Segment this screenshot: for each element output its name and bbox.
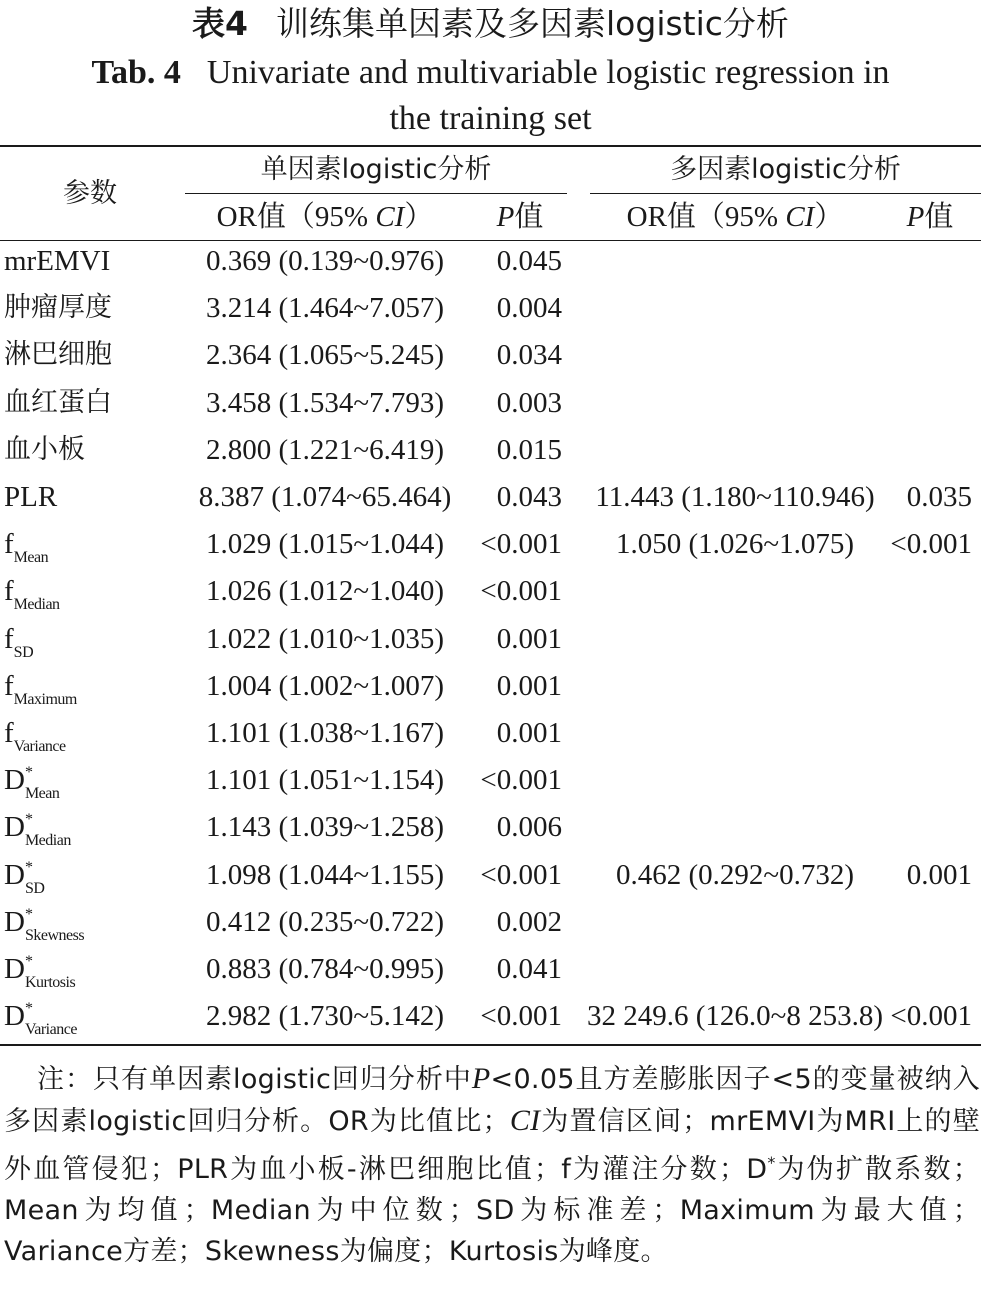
cell-uni-p: 0.041 [496,953,562,985]
header-multi-ci: CI [785,201,815,233]
row-label-base: PLR [4,481,58,513]
note-text-2: <0.05且方差膨胀因子<5的变量被纳入多因素logistic回归分析。OR为比值比； [4,1064,980,1137]
cell-uni-or: 0.883 (0.784~0.995) [205,953,444,985]
cell-uni-or: 8.387 (1.074~65.464) [198,481,452,513]
row-label [4,337,112,373]
note-star: * [767,1153,776,1172]
row-label [4,668,77,709]
row-label-base: mrEMVI [4,245,111,277]
note-text-3: 为置信区间；mrEMVI为MRI上的壁外血管侵犯；PLR为血小板-淋巴细胞比值；f为灌注分数；D [4,1106,980,1185]
header-uni-p [470,199,570,235]
header-uni-p-letter: P [496,201,515,233]
row-label-base: 肿瘤厚度 [4,292,112,324]
row-label [4,951,75,992]
cell-uni-p: 0.015 [496,433,562,466]
row-label-sup: * [24,953,33,970]
cell-uni-p: 0.043 [496,481,562,513]
header-uni-group: 单因素logistic分析 [260,154,492,185]
table-bottom-rule [0,1044,981,1046]
header-uni-or [190,199,460,235]
uni-group-rule [185,193,567,194]
row-label [4,479,57,515]
row-label [4,432,85,468]
cell-uni-p: 0.034 [496,339,562,372]
row-label-sub: Variance [24,1021,77,1039]
table-note [4,1058,980,1272]
cell-multi-p: <0.001 [890,1000,972,1033]
cell-uni-or: 1.026 (1.012~1.040) [205,575,444,608]
row-label [4,857,44,898]
header-uni-p-suffix: 值 [514,201,544,233]
row-label-sub: Kurtosis [24,974,76,991]
row-label-sub: Skewness [24,926,85,944]
cell-uni-p: <0.001 [480,764,562,797]
row-label [4,621,33,662]
cell-uni-p: 0.001 [496,717,562,749]
cell-uni-or: 1.101 (1.051~1.154) [205,764,444,797]
row-label [4,573,60,614]
cell-uni-or: 1.029 (1.015~1.044) [205,528,444,561]
row-label-base: 淋巴细胞 [4,339,112,371]
row-label-sub: Mean [13,549,49,567]
caption-cn-label: 表4 [192,4,249,43]
caption-en-title-line1: Univariate and multivariable logistic regression in [206,54,890,91]
cell-uni-p: 0.001 [496,622,562,655]
cell-uni-or: 0.369 (0.139~0.976) [205,245,444,277]
header-param: 参数 [63,178,117,209]
row-label-sub: Mean [24,785,60,803]
cell-multi-or: 0.462 (0.292~0.732) [615,858,854,891]
row-label-base: D [4,905,25,938]
header-uni-or-prefix: OR值（95% [216,201,376,233]
caption-en-title-line2: the training set [389,100,592,137]
multi-group-rule [590,193,981,194]
cell-uni-or: 0.412 (0.235~0.722) [205,905,444,938]
row-label [4,243,110,279]
cell-uni-p: 0.003 [496,386,562,419]
cell-uni-or: 1.101 (1.038~1.167) [205,717,444,749]
header-multi-or-prefix: OR值（95% [626,201,786,233]
cell-multi-p: 0.001 [906,858,972,891]
row-label [4,904,84,945]
row-label-base: D [4,1000,25,1033]
header-uni-or-suffix: ） [404,201,434,233]
cell-uni-or: 1.143 (1.039~1.258) [205,811,444,844]
header-multi-or-suffix: ） [814,201,844,233]
row-label-base: D [4,953,25,985]
row-label [4,998,77,1039]
note-text-1: 注：只有单因素logistic回归分析中 [37,1064,472,1095]
cell-multi-or: 1.050 (1.026~1.075) [615,528,854,561]
row-label-sub: Variance [13,738,66,755]
cell-uni-or: 1.004 (1.002~1.007) [205,669,444,702]
row-label-base: f [4,622,14,655]
row-label-sub: SD [24,879,45,897]
row-label [4,385,112,421]
cell-uni-p: <0.001 [480,528,562,561]
row-label-base: 血红蛋白 [4,386,112,418]
row-label-sup: * [24,764,33,782]
caption-cn-title: 训练集单因素及多因素logistic分析 [276,4,789,43]
cell-uni-or: 1.098 (1.044~1.155) [205,858,444,891]
cell-uni-p: <0.001 [480,1000,562,1033]
cell-multi-p: 0.035 [906,481,972,513]
note-text-4: 为伪扩散系数；Mean为均值；Median为中位数；SD为标准差；Maximum为最大值；Variance方差；Skewness为偏度；Kurtosis为峰度。 [4,1154,980,1267]
header-multi-or [590,199,880,235]
row-label-base: D [4,764,25,797]
row-label-base: f [4,528,14,561]
header-bottom-rule [0,240,981,241]
cell-uni-or: 3.458 (1.534~7.793) [205,386,444,419]
table-caption-cn [0,2,981,46]
note-ci: CI [509,1104,541,1137]
header-uni-ci: CI [375,201,405,233]
row-label-sup: * [24,1000,33,1018]
row-label-sub: Maximum [13,690,77,708]
note-p: P [471,1062,491,1095]
cell-uni-p: 0.006 [496,811,562,844]
row-label-base: f [4,669,14,702]
cell-multi-or: 32 249.6 (126.0~8 253.8) [586,1000,883,1033]
header-multi-p [880,199,980,235]
row-label-base: D [4,858,25,891]
row-label-base: f [4,717,14,749]
row-label-sub: SD [13,643,34,661]
cell-uni-or: 2.800 (1.221~6.419) [205,433,444,466]
row-label-sub: Median [24,832,71,850]
row-label [4,809,71,850]
row-label-base: f [4,575,14,608]
row-label [4,715,66,756]
row-label-sup: * [24,811,33,829]
row-label-sup: * [24,905,33,923]
row-label-base: 血小板 [4,433,85,465]
caption-en-label: Tab. 4 [91,54,181,91]
header-multi-p-suffix: 值 [924,201,954,233]
cell-uni-p: <0.001 [480,575,562,608]
cell-uni-p: 0.004 [496,292,562,325]
header-multi-group: 多因素logistic分析 [670,154,901,185]
table-top-rule [0,145,981,147]
table-caption-en [0,50,981,142]
cell-uni-p: 0.002 [496,905,562,938]
row-label-sub: Median [13,596,60,614]
row-label-sup: * [24,858,33,876]
row-label [4,762,59,803]
cell-multi-or: 11.443 (1.180~110.946) [595,481,875,513]
cell-uni-or: 1.022 (1.010~1.035) [205,622,444,655]
header-multi-p-letter: P [906,201,925,233]
cell-uni-p: 0.001 [496,669,562,702]
cell-uni-p: 0.045 [496,245,562,277]
row-label-base: D [4,811,25,844]
cell-uni-or: 2.982 (1.730~5.142) [205,1000,444,1033]
row-label [4,290,112,326]
cell-multi-p: <0.001 [890,528,972,561]
cell-uni-or: 3.214 (1.464~7.057) [205,292,444,325]
cell-uni-or: 2.364 (1.065~5.245) [205,339,444,372]
cell-uni-p: <0.001 [480,858,562,891]
row-label [4,526,48,567]
